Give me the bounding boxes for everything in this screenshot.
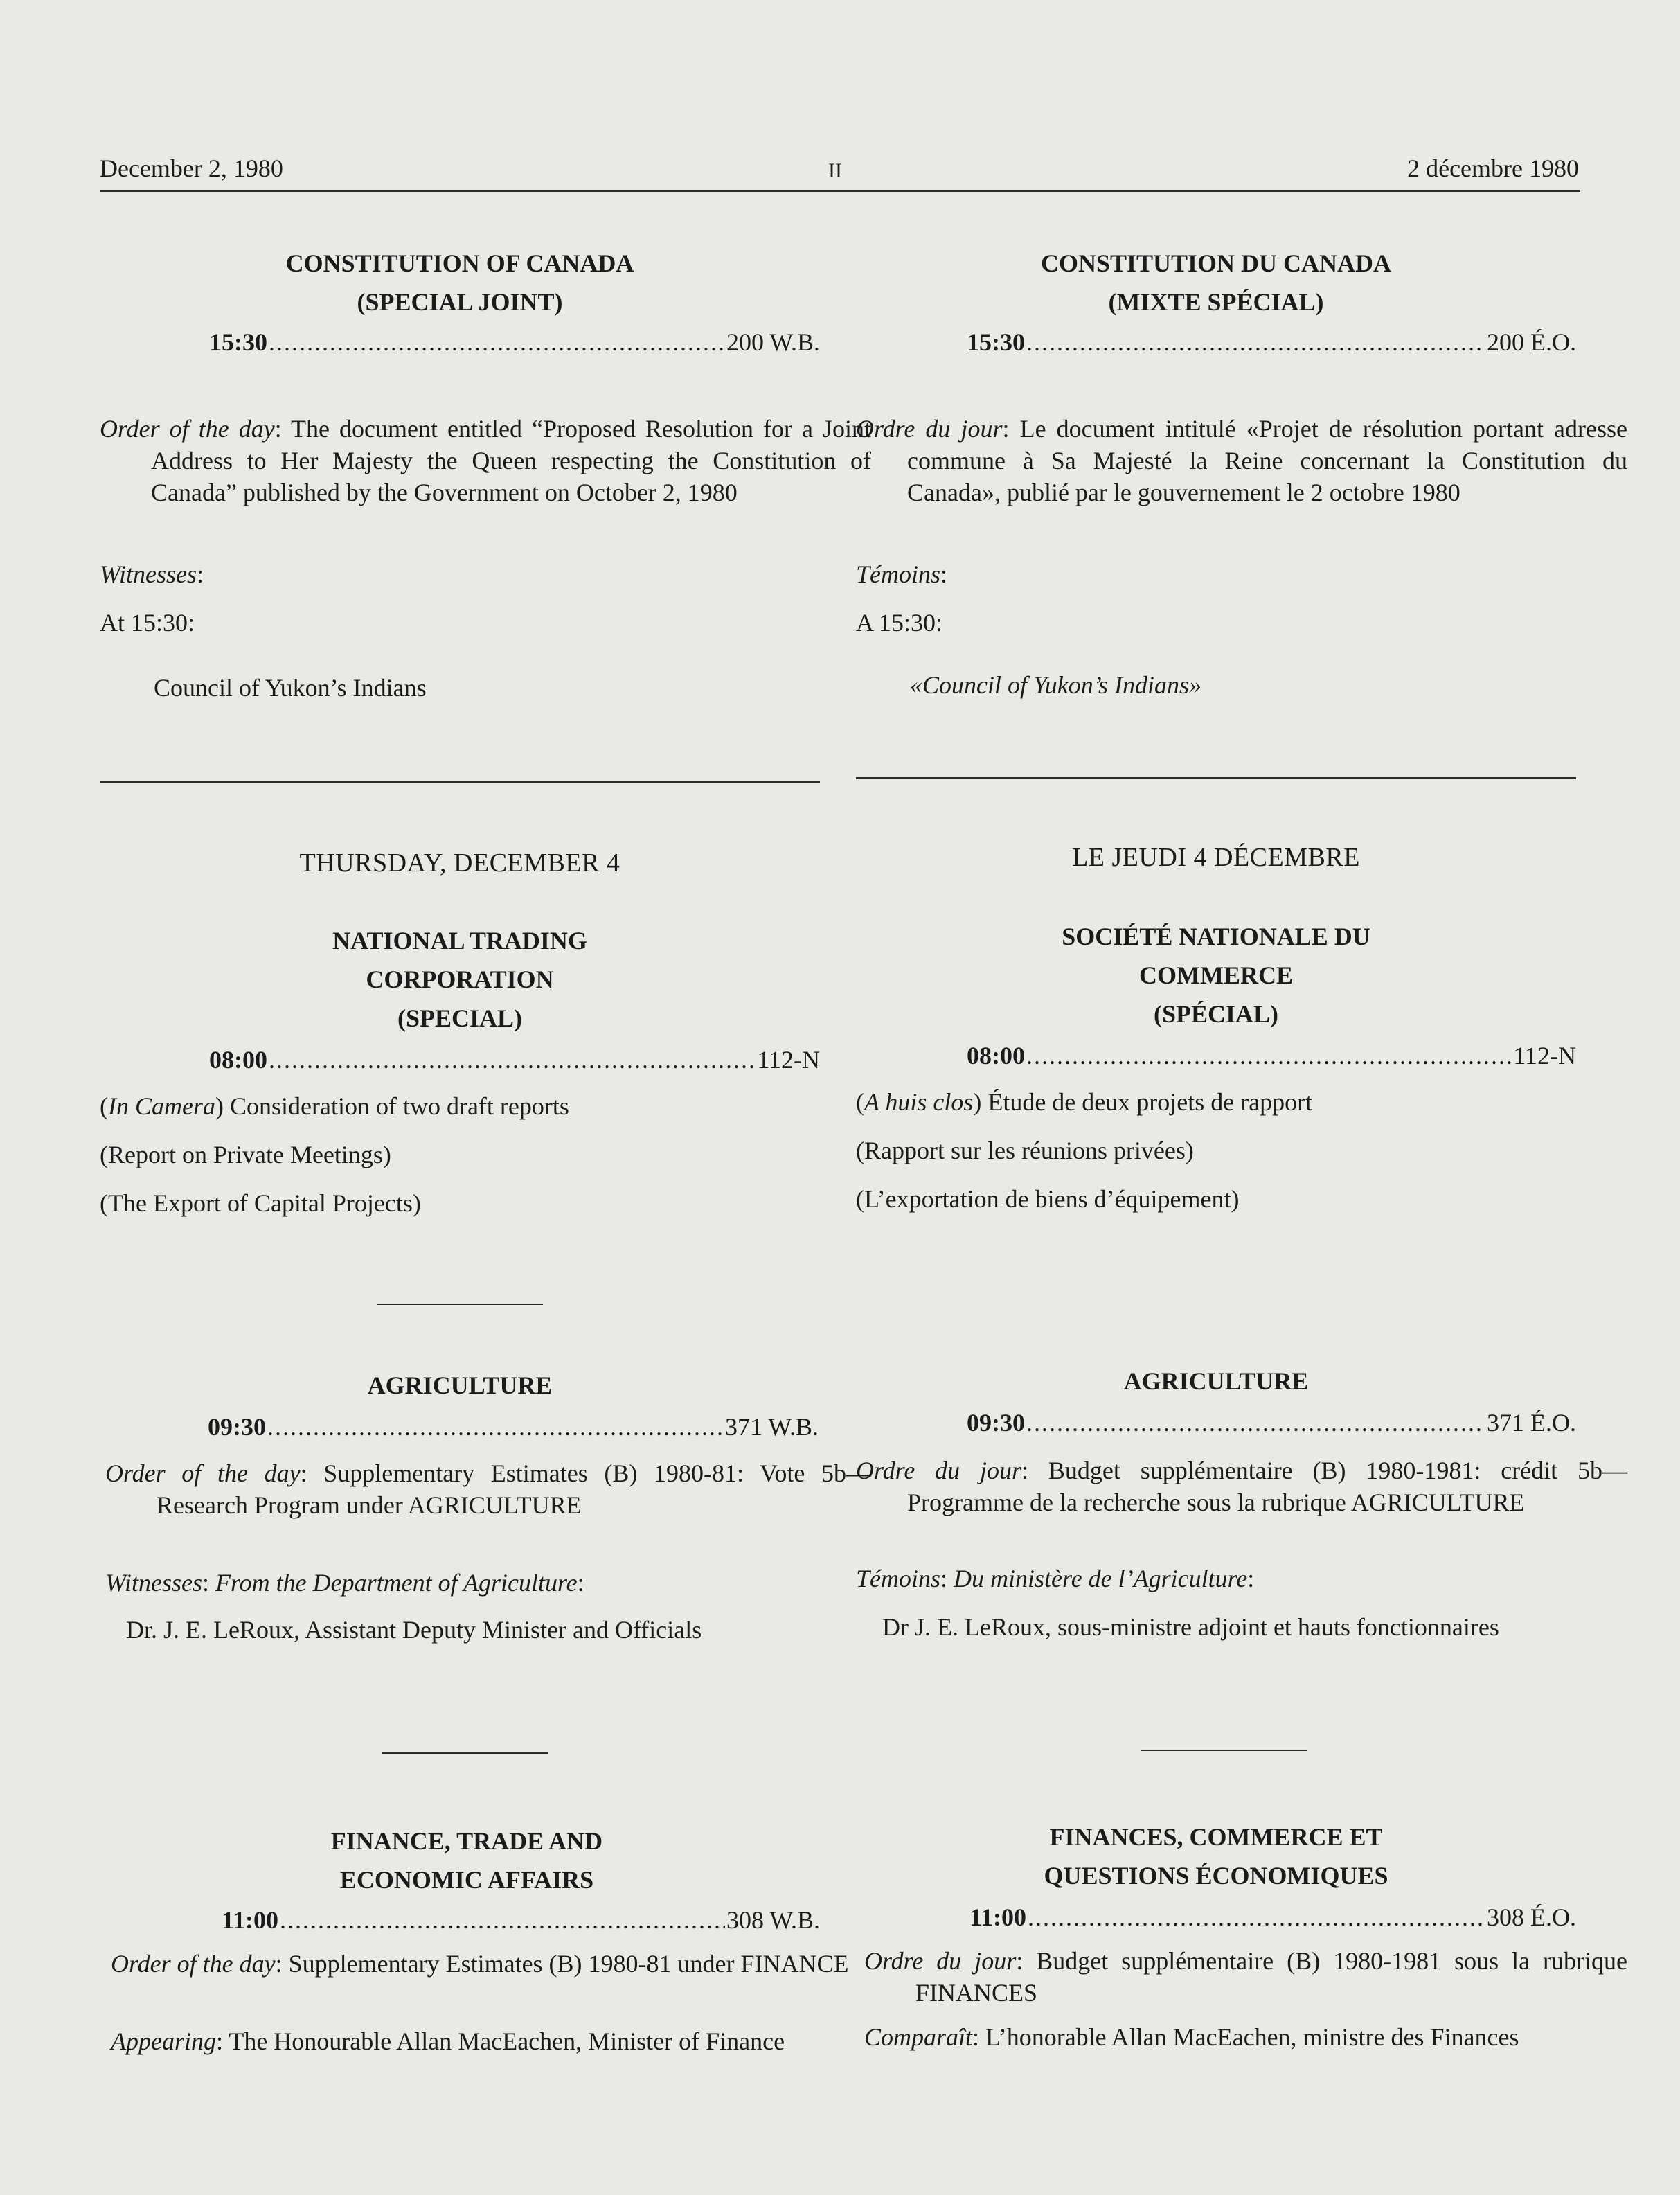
dot-leader [269, 1043, 756, 1076]
witness-time: A 15:30: [856, 609, 943, 637]
appearing [111, 2025, 871, 2057]
appearing-label: Comparaît [864, 2023, 973, 2051]
witness-entry: «Council of Yukon’s Indians» [910, 671, 1202, 699]
meeting-room: 200 É.O. [1487, 328, 1576, 356]
dot-leader [280, 1903, 725, 1937]
order-text: : Supplementary Estimates (B) 1980-81: Vote 5b—Research Program under AGRICULTURE [157, 1459, 872, 1519]
constitution-heading [856, 244, 1576, 321]
order-of-day [111, 1948, 871, 1980]
committee-title: AGRICULTURE [1123, 1367, 1309, 1395]
committee-title: NATIONAL TRADING [332, 927, 587, 954]
committee-title: SOCIÉTÉ NATIONALE DU [1062, 923, 1370, 950]
order-of-day [864, 1945, 1627, 2009]
order-of-day [105, 1457, 871, 1521]
meeting-time: 11:00 [969, 1903, 1027, 1931]
committee-title-line2: COMMERCE [1139, 961, 1293, 989]
witnesses-colon: : [940, 560, 948, 588]
meeting-room: 371 É.O. [1487, 1409, 1576, 1437]
committee-subtitle: (SPECIAL JOINT) [357, 288, 563, 316]
appearing [864, 2021, 1627, 2053]
committee-title: CONSTITUTION OF CANADA [285, 249, 634, 277]
day-heading: THURSDAY, DECEMBER 4 [299, 848, 620, 878]
meeting-time: 09:30 [967, 1409, 1025, 1437]
agenda-item: (The Export of Capital Projects) [100, 1189, 421, 1217]
agenda-item: (Rapport sur les réunions privées) [856, 1137, 1194, 1164]
witnesses-end: : [577, 1569, 584, 1597]
witnesses-label: Witnesses [105, 1569, 202, 1597]
order-text: : Le document intitulé «Projet de résolution portant adresse commune à Sa Majesté la Reine concernant la Constitution du Canada», publié par le gouvernement le 2 octobre 1980 [907, 415, 1627, 506]
witnesses-colon: : [197, 560, 204, 588]
meeting-time-row [969, 1901, 1576, 1934]
agenda-italic: A huis clos [864, 1088, 974, 1116]
order-label: Order of the day [105, 1459, 301, 1487]
witnesses-label: Témoins [856, 560, 941, 588]
order-of-day [100, 413, 871, 508]
committee-title: FINANCE, TRADE AND [330, 1827, 603, 1855]
committee-title: FINANCES, COMMERCE ET [1049, 1823, 1383, 1851]
meeting-time: 08:00 [209, 1046, 267, 1074]
separator [377, 1304, 543, 1305]
header-page-number: II [828, 159, 842, 182]
order-label: Ordre du jour [864, 1947, 1017, 1975]
day-heading: LE JEUDI 4 DÉCEMBRE [1072, 843, 1360, 872]
dot-leader [1028, 1901, 1485, 1934]
order-text: : Budget supplémentaire (B) 1980-1981: crédit 5b—Programme de la recherche sous la rubrique AGRICULTURE [907, 1457, 1627, 1516]
witnesses-heading [100, 558, 820, 590]
order-text: : Supplementary Estimates (B) 1980-81 under FINANCE [275, 1950, 849, 1978]
section-rule [856, 777, 1576, 779]
committee-title-line2: ECONOMIC AFFAIRS [339, 1866, 594, 1894]
committee-title: CONSTITUTION DU CANADA [1040, 249, 1392, 277]
agenda-item: (L’exportation de biens d’équipement) [856, 1185, 1240, 1213]
paren-open: ( [100, 1092, 108, 1120]
meeting-time: 08:00 [967, 1042, 1025, 1069]
meeting-room: 308 W.B. [726, 1906, 820, 1934]
trading-heading [856, 917, 1576, 1033]
order-of-day [856, 1455, 1627, 1518]
header-date-french: 2 décembre 1980 [1407, 154, 1579, 182]
agenda-text: ) Étude de deux projets de rapport [973, 1088, 1313, 1116]
meeting-time: 15:30 [209, 328, 267, 356]
witnesses-source: Du ministère de l’Agriculture [954, 1565, 1248, 1592]
meeting-room: 200 W.B. [726, 328, 820, 356]
separator [382, 1752, 548, 1754]
finance-heading [856, 1818, 1576, 1895]
french-column [856, 0, 1627, 2195]
agenda-item: (Report on Private Meetings) [100, 1141, 391, 1168]
witnesses-end: : [1247, 1565, 1255, 1592]
witnesses-source: From the Department of Agriculture [215, 1569, 578, 1597]
witness-time: At 15:30: [100, 609, 195, 637]
paren-open: ( [856, 1088, 864, 1116]
meeting-time: 09:30 [208, 1413, 266, 1441]
agenda-italic: In Camera [108, 1092, 215, 1120]
appearing-label: Appearing [111, 2027, 216, 2055]
separator [1141, 1750, 1307, 1751]
meeting-time-row [967, 326, 1576, 359]
meeting-room: 308 É.O. [1487, 1903, 1576, 1931]
order-text: : Budget supplémentaire (B) 1980-1981 sous la rubrique FINANCES [915, 1947, 1627, 2007]
witness-entry: Council of Yukon’s Indians [154, 674, 427, 702]
committee-title-line2: CORPORATION [366, 966, 554, 993]
witnesses-heading [856, 558, 1576, 590]
order-text: : The document entitled “Proposed Resolution for a Joint Address to Her Majesty the Queen respecting the Constitution of Canada” published by the Government on October 2, 1980 [151, 415, 871, 506]
trading-heading [100, 921, 820, 1038]
agenda-item [856, 1086, 1576, 1118]
meeting-room: 112-N [757, 1046, 820, 1074]
witnesses-heading [856, 1563, 1576, 1594]
committee-subtitle: (MIXTE SPÉCIAL) [1108, 288, 1324, 316]
constitution-heading [100, 244, 820, 321]
order-label: Order of the day [100, 415, 275, 443]
header-date-english: December 2, 1980 [100, 154, 283, 182]
meeting-time: 11:00 [222, 1906, 279, 1934]
order-label: Ordre du jour [856, 415, 1003, 443]
appearing-text: : The Honourable Allan MacEachen, Minister of Finance [215, 2027, 785, 2055]
meeting-time-row [209, 326, 820, 359]
witnesses-label: Witnesses [100, 560, 197, 588]
appearing-text: : L’honorable Allan MacEachen, ministre des Finances [972, 2023, 1519, 2051]
meeting-time: 15:30 [967, 328, 1025, 356]
witnesses-colon: : [940, 1565, 954, 1592]
meeting-time-row [222, 1903, 820, 1937]
witness-entry: Dr J. E. LeRoux, sous-ministre adjoint et hauts fonctionnaires [882, 1613, 1499, 1641]
meeting-time-row [208, 1410, 819, 1443]
dot-leader [269, 326, 725, 359]
dot-leader [1026, 1039, 1512, 1072]
meeting-room: 112-N [1513, 1042, 1576, 1069]
committee-title: AGRICULTURE [367, 1371, 553, 1399]
witnesses-heading [105, 1567, 825, 1599]
meeting-time-row [967, 1039, 1576, 1072]
agenda-item [100, 1090, 820, 1122]
agenda-text: ) Consideration of two draft reports [215, 1092, 569, 1120]
witnesses-colon: : [202, 1569, 216, 1597]
section-rule [100, 781, 820, 783]
witness-entry: Dr. J. E. LeRoux, Assistant Deputy Minister and Officials [126, 1616, 702, 1644]
dot-leader [1026, 326, 1485, 359]
dot-leader [1026, 1406, 1485, 1439]
dot-leader [267, 1410, 724, 1443]
meeting-time-row [209, 1043, 820, 1076]
committee-title-line2: QUESTIONS ÉCONOMIQUES [1044, 1862, 1388, 1890]
finance-heading [107, 1822, 827, 1899]
witnesses-label: Témoins [856, 1565, 941, 1592]
meeting-room: 371 W.B. [724, 1413, 819, 1441]
meeting-time-row [967, 1406, 1576, 1439]
committee-subtitle: (SPECIAL) [397, 1004, 523, 1032]
order-of-day [856, 413, 1627, 508]
order-label: Ordre du jour [856, 1457, 1022, 1484]
order-label: Order of the day [111, 1950, 276, 1978]
committee-subtitle: (SPÉCIAL) [1153, 1000, 1279, 1028]
